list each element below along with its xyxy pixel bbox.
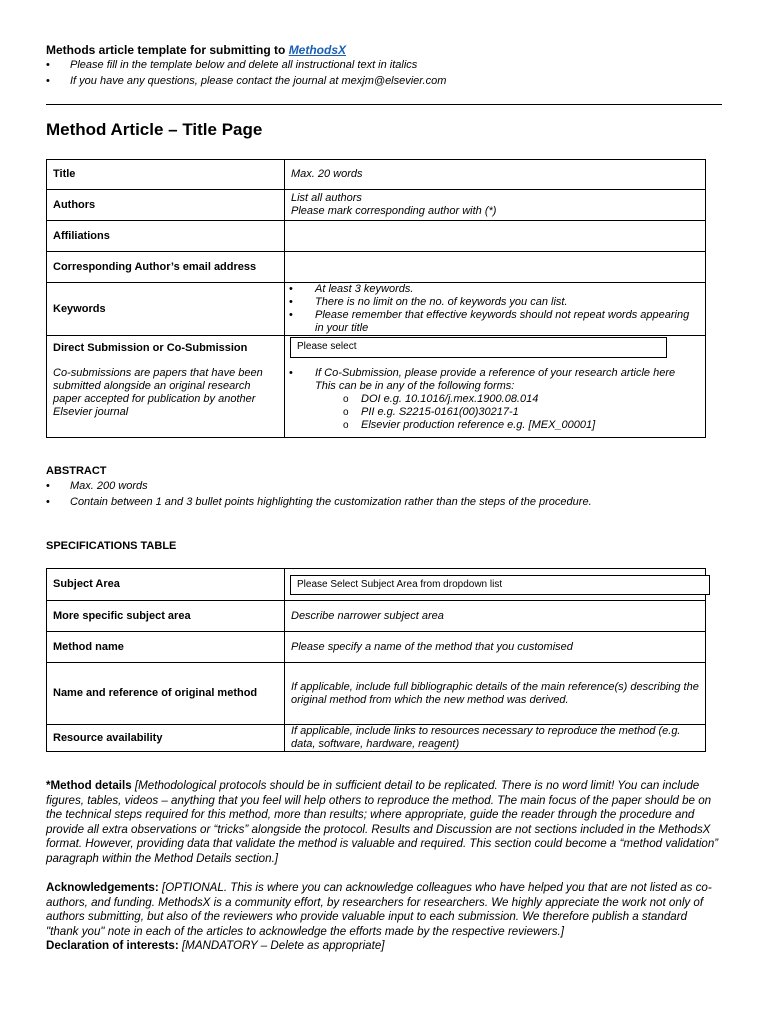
- specific-area-value[interactable]: Describe narrower subject area: [285, 601, 706, 632]
- table-row: [47, 601, 706, 632]
- method-details-label: *Method details: [46, 779, 132, 792]
- original-method-value[interactable]: If applicable, include full bibliographic details of the main reference(s) describing the original method from which the new method was derived.: [285, 663, 706, 725]
- email-label: Corresponding Author’s email address: [47, 252, 285, 283]
- table-row: [47, 221, 706, 252]
- header-bullet-1: [46, 59, 726, 75]
- keywords-label: Keywords: [47, 283, 285, 336]
- keyword-hint: • There is no limit on the no. of keywords you can list.: [285, 296, 699, 309]
- affiliations-value[interactable]: [285, 221, 706, 252]
- acknowledgements: [46, 881, 722, 939]
- keyword-hint: • At least 3 keywords.: [285, 283, 699, 296]
- bullet-icon: •: [46, 480, 50, 492]
- title-page-heading: Method Article – Title Page: [46, 120, 263, 139]
- abstract-bullets: [46, 480, 726, 512]
- header-bullet-2: [46, 75, 726, 91]
- declaration: [46, 939, 722, 954]
- authors-value[interactable]: [285, 190, 706, 221]
- reference-form: o Elsevier production reference e.g. [MEX_00001]: [313, 419, 699, 432]
- resource-value[interactable]: If applicable, include links to resources necessary to reproduce the method (e.g. data, software, hardware, reagent): [285, 725, 706, 752]
- bullet-icon: •: [46, 496, 50, 508]
- acknowledgements-label: Acknowledgements:: [46, 881, 159, 894]
- submission-type-dropdown[interactable]: Please select: [290, 337, 667, 358]
- method-name-value[interactable]: Please specify a name of the method that you customised: [285, 632, 706, 663]
- table-row: [47, 283, 706, 336]
- abstract-bullet-text: Max. 200 words: [70, 480, 148, 492]
- header-divider: [46, 104, 722, 105]
- table-row: [47, 725, 706, 752]
- resource-label: Resource availability: [47, 725, 285, 752]
- method-name-label: Method name: [47, 632, 285, 663]
- abstract-heading: ABSTRACT: [46, 465, 107, 477]
- co-submission-note: Co-submissions are papers that have been submitted alongside an original research paper accepted for publication by another Elsevier journal: [53, 367, 263, 418]
- abstract-bullet-1: [46, 480, 726, 496]
- specific-area-label: More specific subject area: [47, 601, 285, 632]
- declaration-text: [MANDATORY – Delete as appropriate]: [178, 939, 385, 952]
- bullet-icon: •: [46, 75, 50, 87]
- instruction-line-2: This can be in any of the following forms:: [315, 380, 515, 392]
- subject-area-label: Subject Area: [47, 569, 285, 601]
- methodsx-link[interactable]: MethodsX: [288, 43, 347, 57]
- bullet-icon: •: [46, 59, 50, 71]
- reference-form: o PII e.g. S2215-0161(00)30217-1: [313, 406, 699, 419]
- header-bullet-text: Please fill in the template below and delete all instructional text in italics: [70, 59, 418, 71]
- table-row: [47, 663, 706, 725]
- submission-label: Direct Submission or Co-Submission: [53, 342, 248, 354]
- co-submission-instruction: [285, 367, 699, 393]
- header-bullets: [46, 59, 726, 91]
- title-label: Title: [47, 160, 285, 190]
- email-value[interactable]: [285, 252, 706, 283]
- acknowledgements-text: [OPTIONAL. This is where you can acknowledge colleagues who have helped you that are not listed as co-authors, and funding. MethodsX is a community effort, by researchers for researchers. We highly appreciate the work not only of authors submitting, but also of the reviewers who provide valuable input to each submission. We therefore publish a standard "thank you" note in each of the articles to acknowledge the efforts made by the respective reviewers.]: [46, 881, 712, 938]
- title-value[interactable]: Max. 20 words: [285, 160, 706, 190]
- declaration-label: Declaration of interests:: [46, 939, 179, 952]
- abstract-bullet-2: [46, 496, 726, 512]
- subject-area-dropdown[interactable]: Please Select Subject Area from dropdown list: [290, 575, 710, 595]
- keyword-hint: • Please remember that effective keywords should not repeat words appearing in your title: [285, 309, 699, 335]
- keywords-value[interactable]: [285, 283, 706, 336]
- abstract-bullet-text: Contain between 1 and 3 bullet points highlighting the customization rather than the steps of the procedure.: [70, 496, 592, 508]
- authors-label: Authors: [47, 190, 285, 221]
- authors-hint-2: Please mark corresponding author with (*): [291, 205, 497, 217]
- table-row: [47, 632, 706, 663]
- original-method-label: Name and reference of original method: [47, 663, 285, 725]
- affiliations-label: Affiliations: [47, 221, 285, 252]
- specifications-heading: SPECIFICATIONS TABLE: [46, 540, 177, 552]
- header-bullet-text: If you have any questions, please contact the journal at mexjm@elsevier.com: [70, 75, 447, 87]
- title-page-table: [46, 159, 706, 438]
- authors-hint-1: List all authors: [291, 192, 362, 204]
- method-details: [46, 779, 722, 867]
- template-title-text: Methods article template for submitting to: [46, 43, 289, 57]
- reference-form: o DOI e.g. 10.1016/j.mex.1900.08.014: [313, 393, 699, 406]
- table-row: [47, 160, 706, 190]
- table-row: [47, 252, 706, 283]
- specifications-table: [46, 568, 706, 752]
- table-row: [47, 190, 706, 221]
- instruction-line-1: • If Co-Submission, please provide a reference of your research article here: [315, 367, 676, 379]
- template-title: [46, 43, 346, 57]
- method-details-text: [Methodological protocols should be in sufficient detail to be replicated. There is no word limit! You can include figures, tables, videos – anything that you feel will help others to reproduce the method. The main focus of the paper should be on the technical steps required for this method, more than results; where appropriate, guide the reader through the procedure and provide all extra observations or “tricks” alongside the protocol. Results and Discussion are not sections included in the MethodsX format. However, providing data that validate the method is valuable and required. This section could become a “method validation” paragraph within the Method Details section.]: [46, 779, 719, 865]
- submission-cell: [47, 336, 285, 438]
